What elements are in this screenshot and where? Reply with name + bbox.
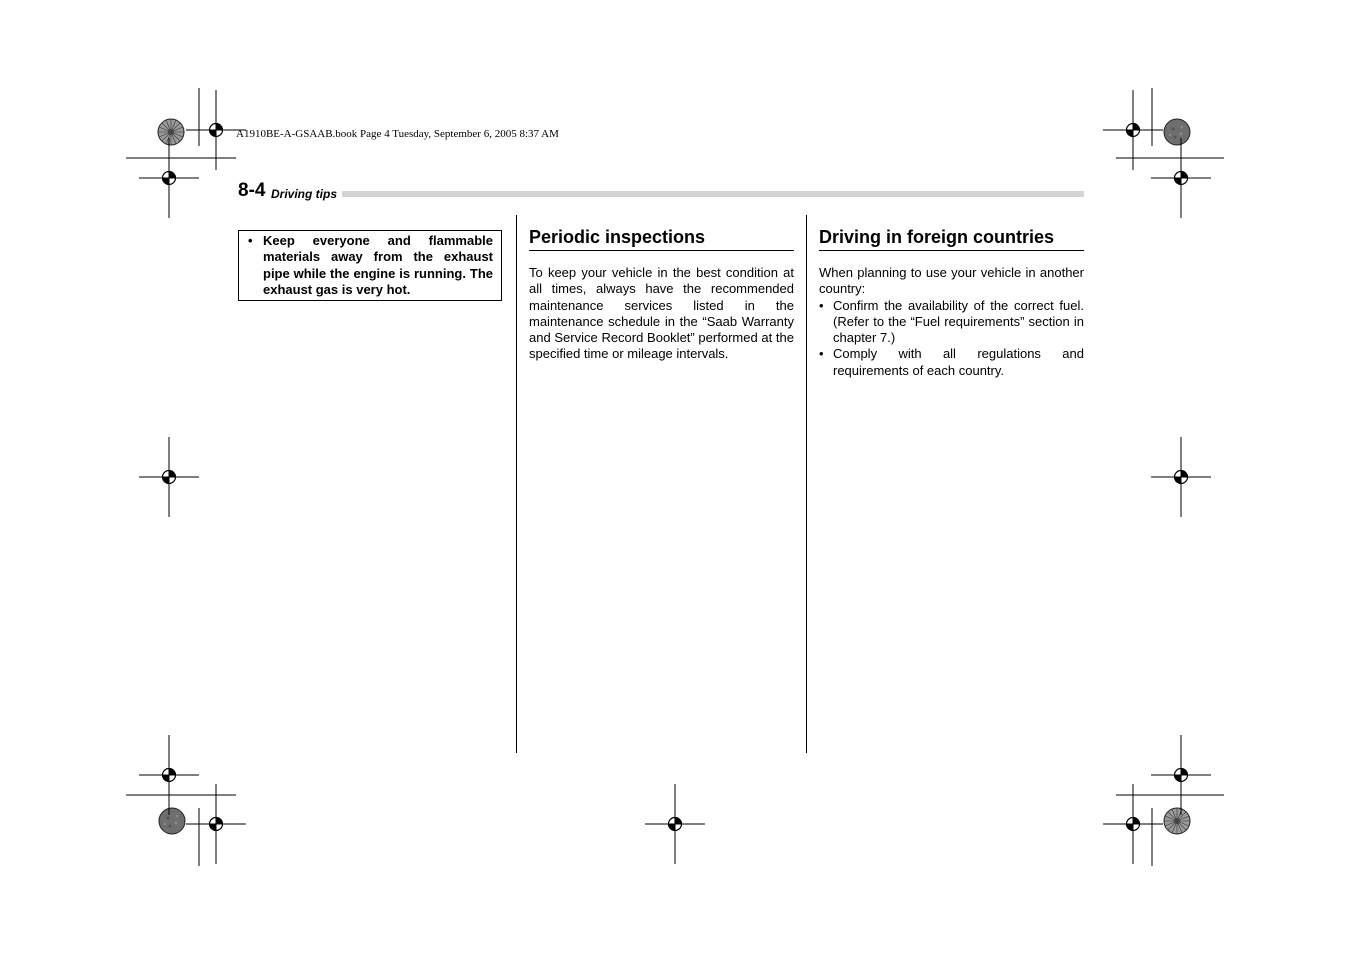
page-number: 8-4: [238, 180, 266, 201]
paragraph: To keep your vehicle in the best condition at all times, always have the recommended maintenance services listed in the maintenance schedule in the “Saab Warranty and Service Record Booklet” performed at the specified time or mileage intervals.: [529, 265, 794, 362]
section-name: Driving tips: [271, 187, 338, 201]
bullet-icon: •: [819, 346, 824, 362]
foreign-countries-section: [819, 226, 1084, 379]
print-slug: A1910BE-A-GSAAB.book Page 4 Tuesday, September 6, 2005 8:37 AM: [236, 128, 559, 140]
header-bar: [342, 191, 1084, 197]
intro-text: When planning to use your vehicle in another country:: [819, 265, 1084, 297]
list-item: [819, 346, 1084, 379]
section-heading: Periodic inspections: [529, 226, 794, 251]
list-item: [819, 298, 1084, 347]
warning-box: [238, 230, 502, 301]
column-rule-right: [806, 215, 807, 753]
warning-item: [248, 233, 493, 298]
list-item-text: Comply with all regulations and requirements of each country.: [833, 346, 1084, 378]
periodic-inspections-section: [529, 226, 794, 363]
column-rule-left: [516, 215, 517, 753]
warning-text: Keep everyone and flammable materials away from the exhaust pipe while the engine is running. The exhaust gas is very hot.: [263, 233, 493, 297]
bullet-icon: •: [248, 233, 253, 248]
list-item-text: Confirm the availability of the correct fuel. (Refer to the “Fuel requirements” section in chapter 7.): [833, 297, 1084, 346]
section-heading: Driving in foreign countries: [819, 226, 1084, 251]
bullet-icon: •: [819, 297, 824, 313]
